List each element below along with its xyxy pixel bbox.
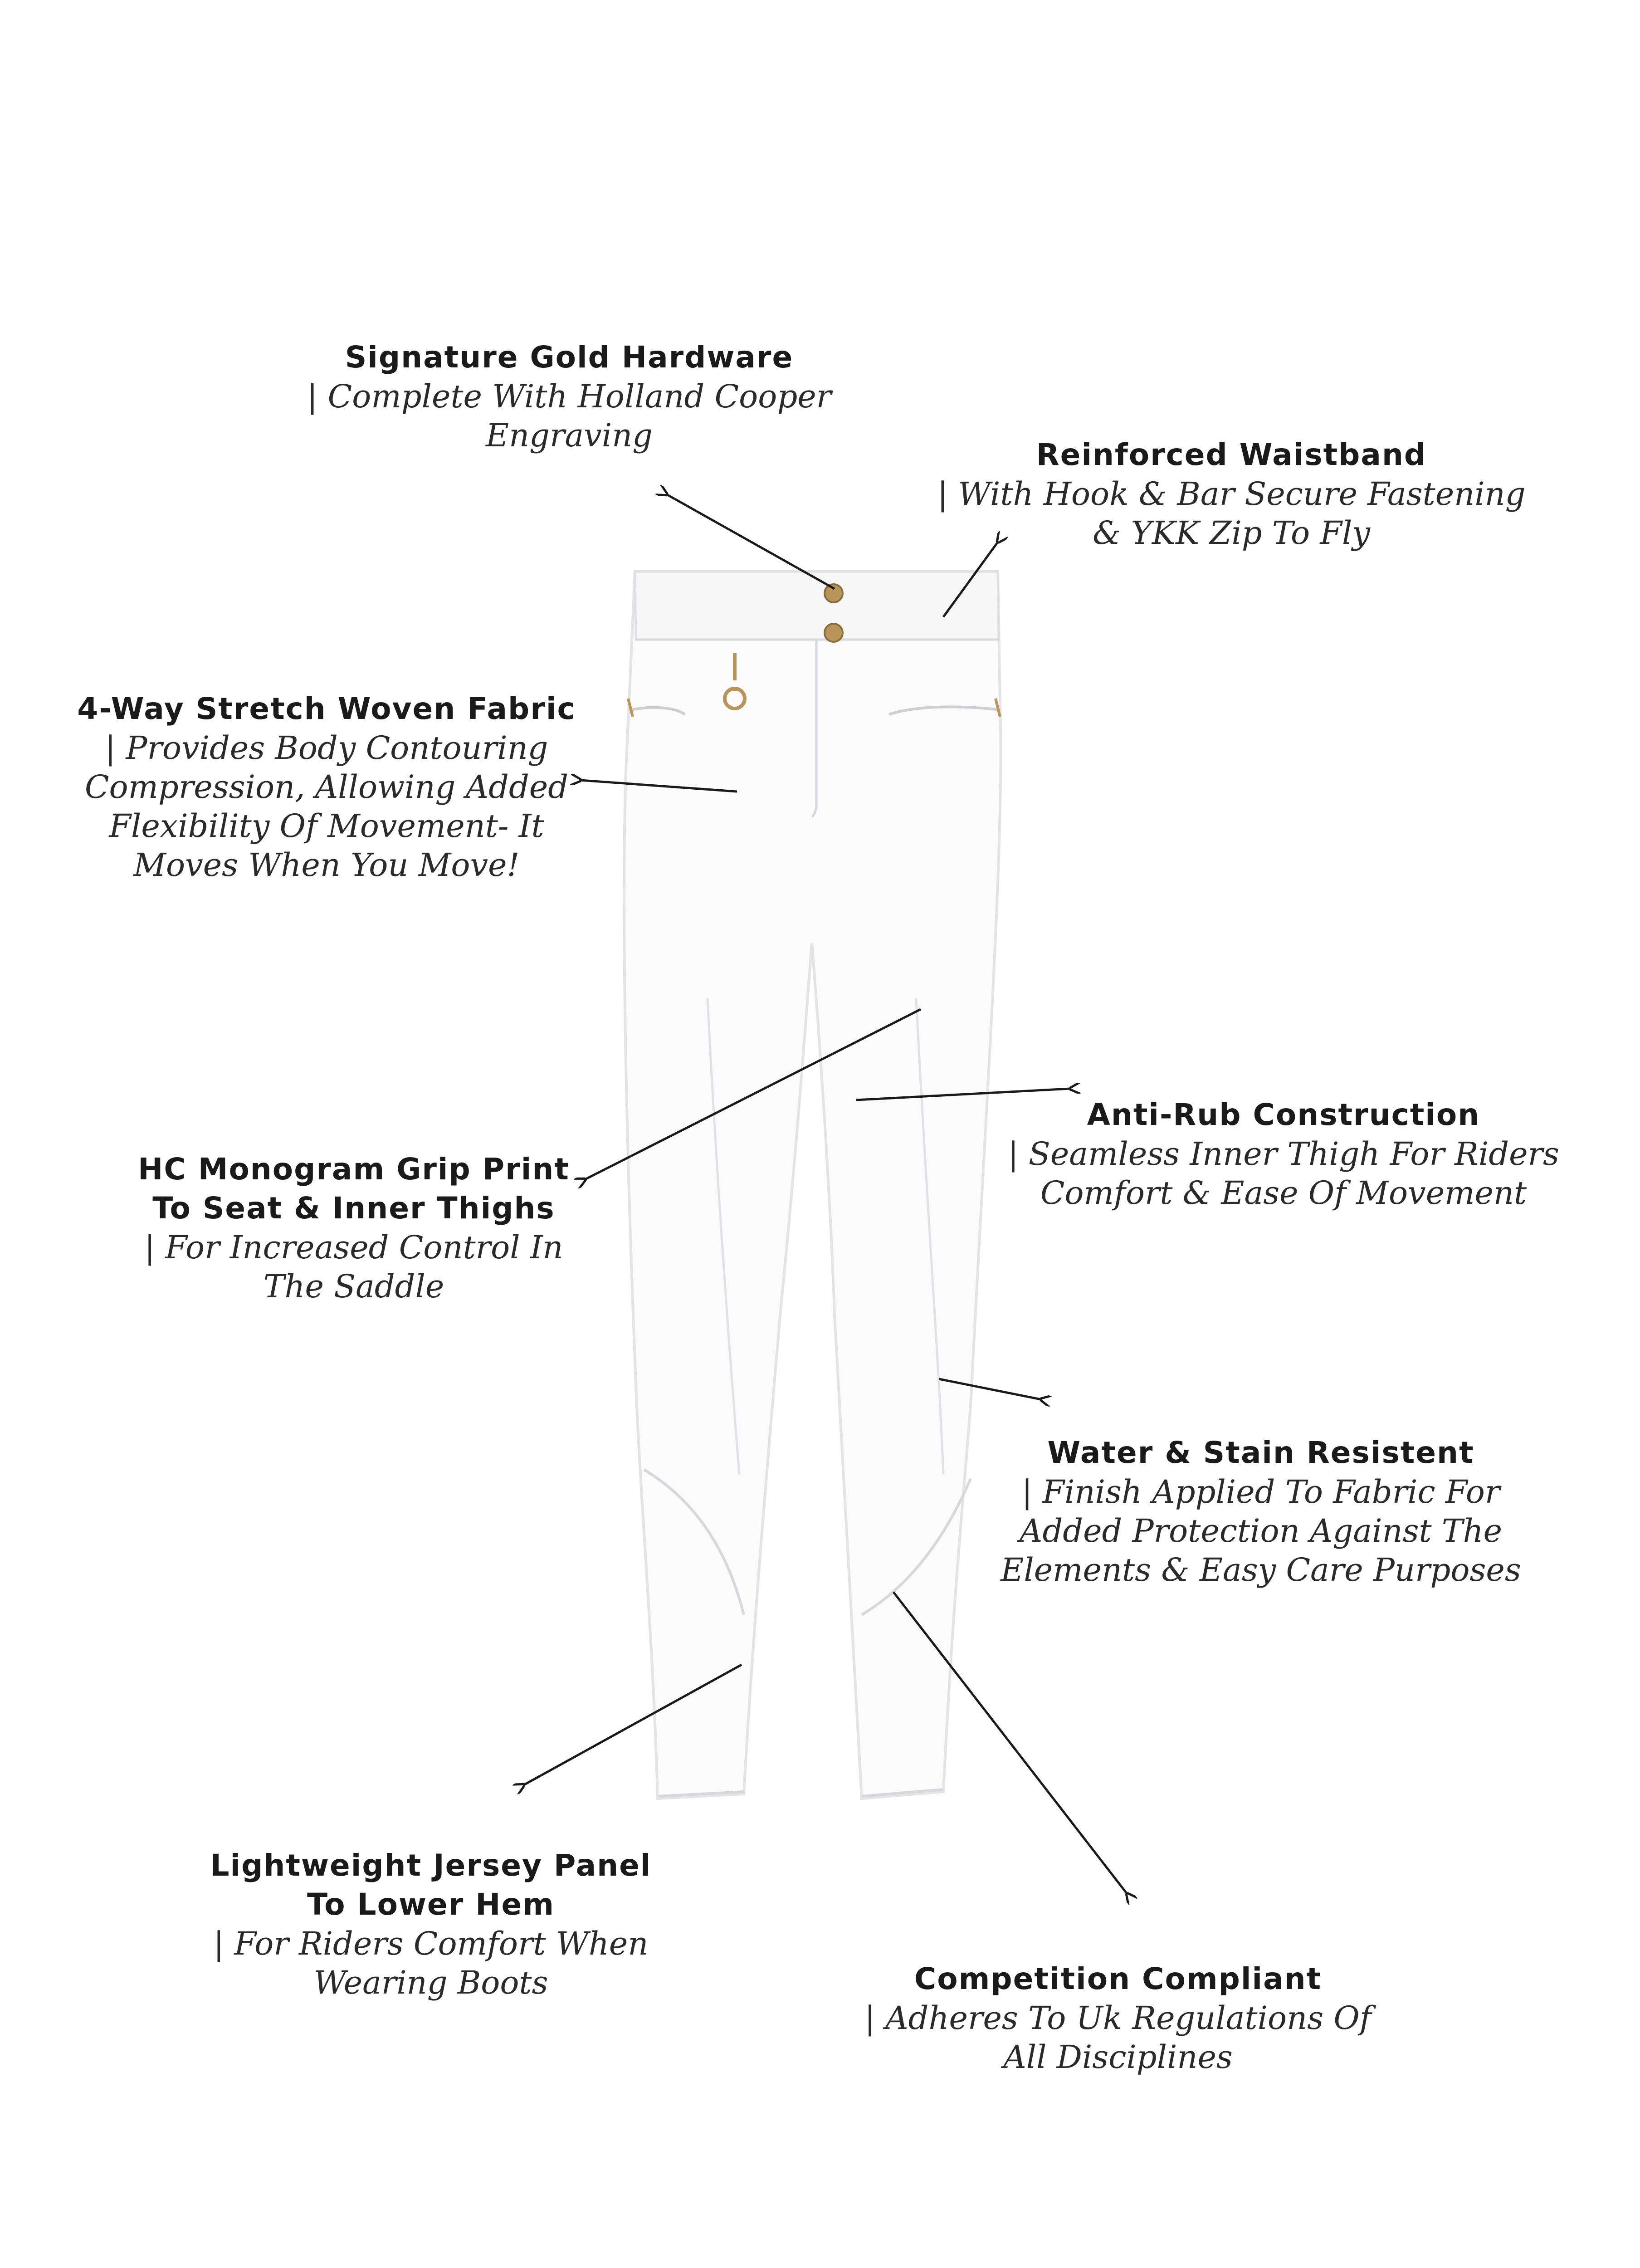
- callout-signature-gold-hardware: [252, 338, 887, 455]
- callout-description: | Complete With Holland Cooper Engraving: [307, 378, 832, 454]
- callout-title: Lightweight Jersey Panel To Lower Hem: [210, 1848, 652, 1922]
- breeches-body: [624, 572, 1001, 1799]
- callout-description: | Seamless Inner Thigh For Riders Comfort & Ease Of Movement: [1008, 1135, 1559, 1212]
- callout-description: | Finish Applied To Fabric For Added Protection Against The Elements & Easy Care Purposes: [1001, 1473, 1521, 1589]
- callout-reinforced-waistband: [914, 435, 1549, 552]
- callout-description: | Adheres To Uk Regulations Of All Disciplines: [864, 1999, 1372, 2076]
- callout-description: | With Hook & Bar Secure Fastening & YKK Zip To Fly: [937, 475, 1526, 552]
- callout-water-stain-resistent: [943, 1433, 1578, 1589]
- callout-competition-compliant: [800, 1960, 1435, 2077]
- callout-stretch-woven-fabric: [9, 689, 644, 885]
- gold-button-top: [825, 584, 843, 602]
- gold-button-bottom: [825, 624, 843, 642]
- callout-title: 4-Way Stretch Woven Fabric: [77, 691, 576, 726]
- callout-title: HC Monogram Grip Print To Seat & Inner Thighs: [138, 1152, 570, 1226]
- callout-title: Water & Stain Resistent: [1047, 1435, 1474, 1470]
- callout-description: | For Increased Control In The Saddle: [144, 1229, 563, 1305]
- callout-title: Competition Compliant: [914, 1961, 1322, 1996]
- callout-description: | For Riders Comfort When Wearing Boots: [213, 1925, 649, 2001]
- waistband: [635, 572, 999, 640]
- callout-title: Anti-Rub Construction: [1087, 1097, 1480, 1132]
- callout-anti-rub-construction: [966, 1095, 1601, 1212]
- callout-description: | Provides Body Contouring Compression, Allowing Added Flexibility Of Movement- It Moves When You Move!: [84, 729, 569, 884]
- callout-title: Signature Gold Hardware: [345, 340, 794, 375]
- callout-title: Reinforced Waistband: [1036, 437, 1427, 472]
- callout-hc-monogram-grip: [36, 1150, 671, 1306]
- callout-lightweight-jersey-panel: [113, 1846, 748, 2002]
